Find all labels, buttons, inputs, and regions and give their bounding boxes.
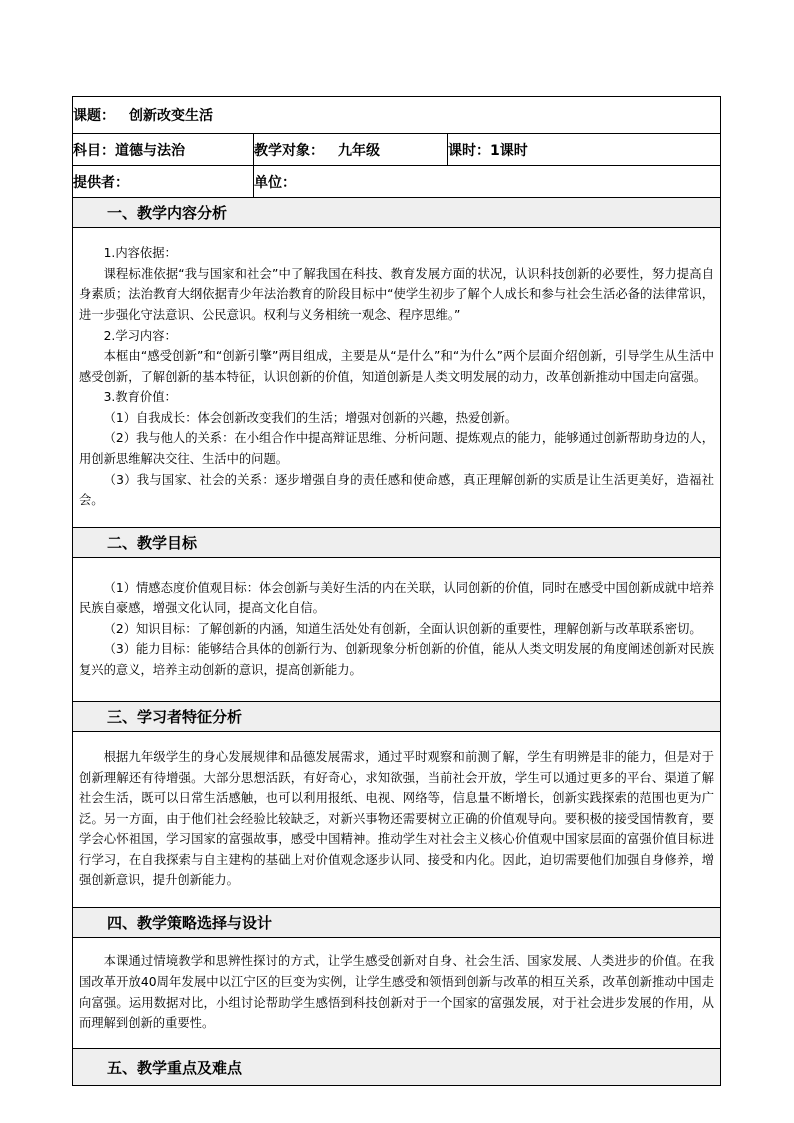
paragraph: 本框由“感受创新”和“创新引擎”两目组成，主要是从“是什么”和“为什么”两个层面介绍创新，引导学生从生活中感受创新，了解创新的基本特征，认识创新的价值，知道创新是人类文明发展的动力，改革创新推动中国走向富强。 — [79, 349, 714, 384]
topic-label: 课题： — [73, 108, 115, 124]
section-header-teaching-objectives — [73, 528, 721, 558]
section-body-content-analysis — [73, 228, 721, 528]
section-title: 一、教学内容分析 — [73, 198, 721, 228]
section-header-key-points — [73, 1049, 721, 1086]
paragraph: （3）能力目标：能够结合具体的创新行为、创新现象分析创新的价值，能从人类文明发展的角度阐述创新对民族复兴的意义，培养主动创新的意识，提高创新能力。 — [79, 642, 714, 677]
section-header-learner-analysis — [73, 702, 721, 732]
audience-label: 教学对象： — [254, 142, 324, 159]
topic-row — [73, 97, 721, 134]
topic-cell — [73, 97, 721, 134]
section-body-teaching-strategy — [73, 938, 721, 1049]
section-title: 二、教学目标 — [73, 528, 721, 558]
unit-cell: 单位： — [254, 166, 721, 198]
section-body-learner-analysis — [73, 732, 721, 908]
topic-value: 创新改变生活 — [129, 108, 213, 124]
paragraph: （1）情感态度价值观目标：体会创新与美好生活的内在关联，认同创新的价值，同时在感受中国创新成就中培养民族自豪感，增强文化认同，提高文化自信。 — [79, 580, 714, 616]
provider-cell: 提供者： — [73, 166, 254, 198]
paragraph: 课程标准依据“我与国家和社会”中了解我国在科技、教育发展方面的状况，认识科技创新的必要性，努力提高自身素质；法治教育大纲依据青少年法治教育的阶段目标中“使学生初步了解个人成长和参与社会生活必备的法律常识，进一步强化守法意识、公民意识。权利与义务相统一观念、程序思维。” — [79, 266, 714, 322]
provider-row — [73, 166, 721, 198]
paragraph: （2）我与他人的关系：在小组合作中提高辩证思维、分析问题、提炼观点的能力，能够通过创新帮助身边的人，用创新思维解决交往、生活中的问题。 — [79, 431, 714, 467]
section-body-teaching-objectives — [73, 558, 721, 702]
audience-cell — [254, 134, 448, 166]
paragraph: 3.教育价值： — [103, 390, 177, 405]
paragraph: （1）自我成长：体会创新改变我们的生活；增强对创新的兴趣，热爱创新。 — [103, 410, 518, 425]
audience-value: 九年级 — [338, 142, 380, 159]
paragraph: 2.学习内容： — [103, 328, 177, 343]
section-header-content-analysis — [73, 198, 721, 228]
lesson-plan-table — [72, 96, 721, 1086]
paragraph: （3）我与国家、社会的关系：逐步增强自身的责任感和使命感，真正理解创新的实质是让生活更美好，造福社会。 — [79, 472, 714, 508]
subject-row — [73, 134, 721, 166]
hours-cell: 课时：1课时 — [448, 134, 721, 166]
section-title: 四、教学策略选择与设计 — [73, 908, 721, 938]
paragraph: 1.内容依据： — [103, 246, 177, 261]
paragraph: （2）知识目标：了解创新的内涵，知道生活处处有创新，全面认识创新的重要性，理解创新与改革联系密切。 — [103, 621, 702, 636]
section-header-teaching-strategy — [73, 908, 721, 938]
paragraph: 本课通过情境教学和思辨性探讨的方式，让学生感受创新对自身、社会生活、国家发展、人类进步的价值。在我国改革开放40周年发展中以江宁区的巨变为实例，让学生感受和领悟到创新与改革的相互关系，改革创新推动中国走向富强。运用数据对比，小组讨论帮助学生感悟到科技创新对于一个国家的富强发展，对于社会进步发展的作用，从而理解到创新的重要性。 — [79, 954, 714, 1031]
section-title: 三、学习者特征分析 — [73, 702, 721, 732]
paragraph: 根据九年级学生的身心发展规律和品德发展需求，通过平时观察和前测了解，学生有明辨是非的能力，但是对于创新理解还有待增强。大部分思想活跃，有好奇心，求知欲强，当前社会开放，学生可以通过更多的平台、渠道了解社会生活，既可以日常生活感触，也可以利用报纸、电视、网络等，信息量不断增长，创新实践探索的范围也更为广泛。另一方面，由于他们社会经验比较缺乏，对新兴事物还需要树立正确的价值观导向。要积极的接受国情教育，要学会心怀祖国，学习国家的富强故事，感受中国精神。推动学生对社会主义核心价值观中国家层面的富强价值目标进行学习，在自我探索与自主建构的基础上对价值观念逐步认同、接受和内化。因此，迫切需要他们加强自身修养，增强创新意识，提升创新能力。 — [79, 749, 714, 888]
section-title: 五、教学重点及难点 — [73, 1049, 721, 1086]
subject-cell: 科目：道德与法治 — [73, 134, 254, 166]
